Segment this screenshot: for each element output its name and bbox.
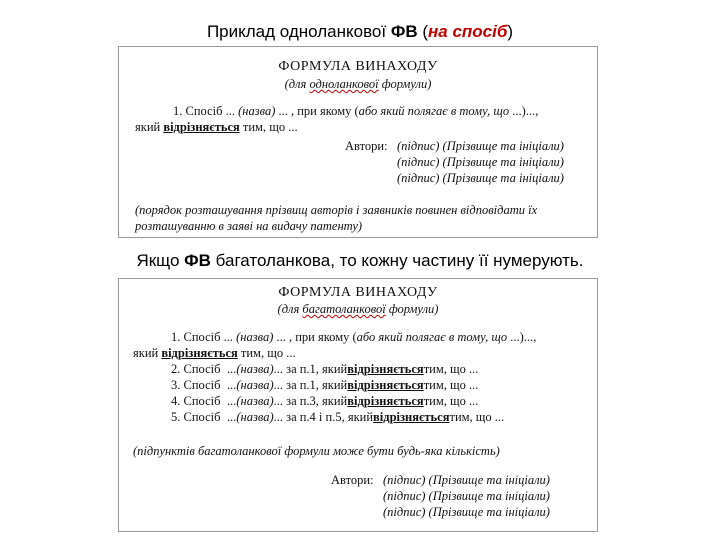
box2-subtitle-a: (для [277, 302, 303, 316]
claim-number: 4. Спосіб [171, 394, 221, 408]
claim-pre: ... [227, 362, 237, 376]
heading1-open-paren: ( [417, 22, 428, 41]
claim-name: (назва) [236, 394, 274, 408]
box2-claim2-b: відрізняється [161, 346, 238, 360]
box2-authors-label: Автори: [331, 473, 374, 487]
heading1-fv: ФВ [390, 22, 418, 41]
box1-claim-line1 [173, 103, 538, 119]
box1-claim1-e: ...)..., [509, 104, 539, 118]
box1-title: ФОРМУЛА ВИНАХОДУ [278, 59, 438, 74]
claim-tail: тим, що ... [423, 394, 479, 408]
claim-number: 3. Спосіб [171, 378, 221, 392]
box2-subtitle [119, 301, 597, 317]
claim-ref: ... за п.4 і п.5, який [273, 410, 374, 424]
claim-ref: ... за п.3, який [273, 394, 348, 408]
box1-claim2-b: відрізняється [163, 120, 240, 134]
claim-row [171, 377, 478, 393]
box1-claim2-a: який [135, 120, 164, 134]
box1-claim1-a: 1. Спосіб ... [173, 104, 239, 118]
box2-note: (підпунктів багатоланкової формули може бути будь-яка кількість) [133, 444, 500, 458]
box1-authors-label: Автори: [345, 139, 388, 153]
box1-claim1-d: або який полягає в тому, що [358, 104, 510, 118]
claim-row [171, 409, 504, 425]
box1-subtitle [119, 76, 597, 92]
box1-author-line: (підпис) (Прізвище та ініціали) [397, 139, 564, 153]
box2-claim2-a: який [133, 346, 162, 360]
box2-claim1-a: 1. Спосіб ... [171, 330, 237, 344]
box2-subtitle-c: формули) [385, 302, 439, 316]
claim-tail: тим, що ... [449, 410, 505, 424]
box2-claim1-d: або який полягає в тому, що [356, 330, 508, 344]
heading1-close-paren: ) [507, 22, 514, 41]
box1-claim2-c: тим, що ... [239, 120, 298, 134]
box2-author-line: (підпис) (Прізвище та ініціали) [383, 473, 550, 487]
claim-tail: тим, що ... [423, 362, 479, 376]
box2-claim-line1 [171, 329, 536, 345]
claim-diff: відрізняється [373, 410, 450, 424]
heading-multi-part [0, 251, 720, 271]
box1-author-line: (підпис) (Прізвище та ініціали) [397, 171, 564, 185]
box1-subtitle-a: (для [284, 77, 310, 91]
claim-number: 5. Спосіб [171, 410, 221, 424]
box2-claim1-e: ...)..., [507, 330, 537, 344]
box1-claim-line2 [135, 119, 298, 135]
box2-author-line: (підпис) (Прізвище та ініціали) [383, 489, 550, 503]
heading2-prefix: Якщо [136, 251, 185, 270]
claim-name: (назва) [236, 362, 274, 376]
box1-claim1-c: ... , при якому ( [275, 104, 359, 118]
box2-subtitle-b: багатоланкової [302, 302, 386, 316]
claim-number: 2. Спосіб [171, 362, 221, 376]
box1-claim1-b: (назва) [238, 104, 276, 118]
claim-diff: відрізняється [347, 378, 424, 392]
claim-pre: ... [227, 394, 237, 408]
box2-claim-line2 [133, 345, 296, 361]
heading1-red-text: на спосіб [428, 22, 508, 41]
claim-pre: ... [227, 410, 237, 424]
box2-title: ФОРМУЛА ВИНАХОДУ [278, 285, 438, 300]
claim-tail: тим, що ... [423, 378, 479, 392]
box1-note-line: (порядок розташування прізвищ авторів і заявників повинен відповідати їх [135, 203, 538, 217]
claim-diff: відрізняється [347, 394, 424, 408]
heading1-prefix: Приклад одноланкової [206, 22, 391, 41]
heading2-suffix: багатоланкова, то кожну частину її нумерують. [210, 251, 584, 270]
box2-claim1-c: ... , при якому ( [273, 330, 357, 344]
claim-row [171, 393, 478, 409]
claim-row [171, 361, 478, 377]
single-part-formula-box [118, 46, 598, 238]
claim-ref: ... за п.1, який [273, 378, 348, 392]
box1-subtitle-c: формули) [378, 77, 432, 91]
claim-diff: відрізняється [347, 362, 424, 376]
claim-pre: ... [227, 378, 237, 392]
box2-claim2-c: тим, що ... [237, 346, 296, 360]
heading2-fv: ФВ [184, 251, 211, 270]
multi-part-formula-box [118, 278, 598, 532]
box2-claim1-b: (назва) [236, 330, 274, 344]
heading-one-part-example [0, 22, 720, 42]
box1-author-line: (підпис) (Прізвище та ініціали) [397, 155, 564, 169]
box2-author-line: (підпис) (Прізвище та ініціали) [383, 505, 550, 519]
box1-subtitle-b: одноланкової [309, 77, 379, 91]
claim-ref: ... за п.1, який [273, 362, 348, 376]
claim-name: (назва) [236, 378, 274, 392]
box1-note-line: розташуванню в заяві на видачу патенту) [135, 219, 363, 233]
claim-name: (назва) [236, 410, 274, 424]
